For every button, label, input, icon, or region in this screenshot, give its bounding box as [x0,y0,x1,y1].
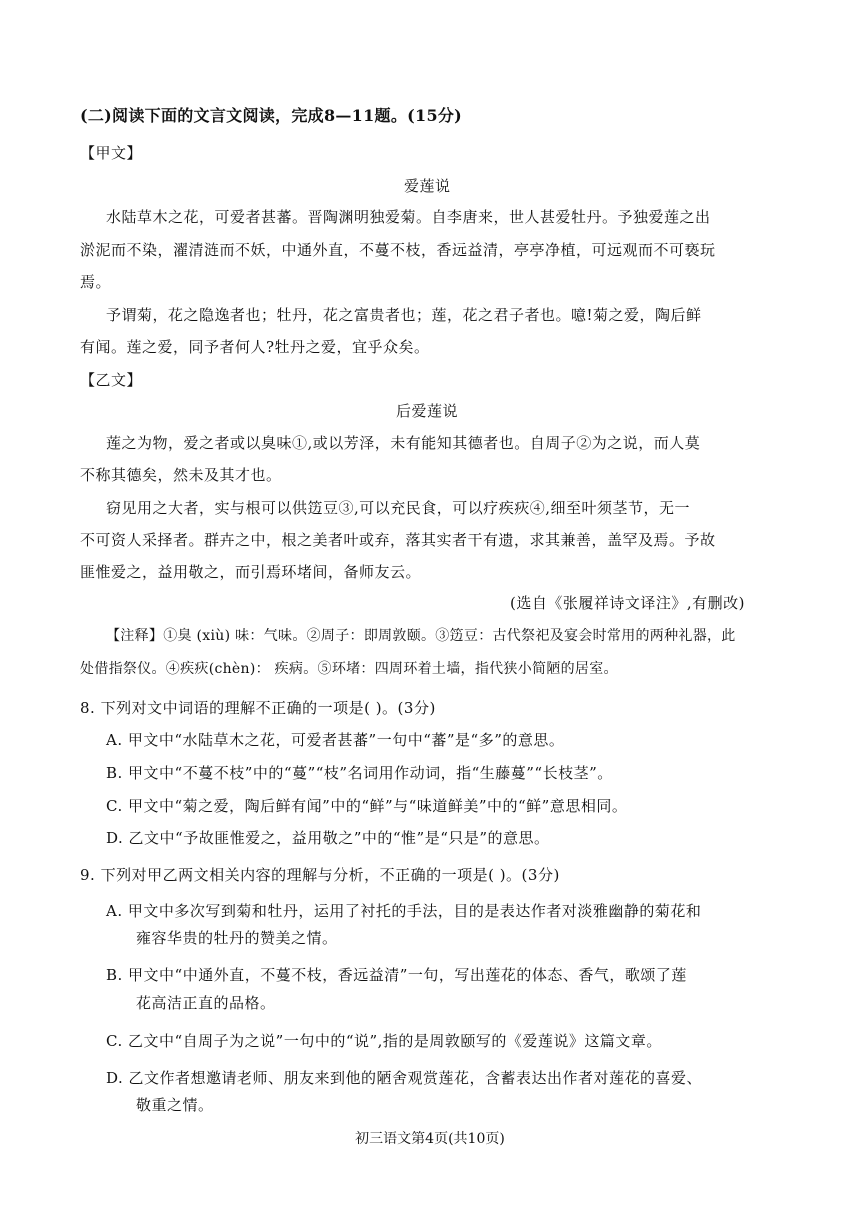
annotation-line: 处借指祭仪。④疾疢(chèn)： 疾病。⑤环堵：四周环着土墙，指代狭小简陋的居室。 [80,661,618,677]
jiawen-line: 有闻。莲之爱，同予者何人?牡丹之爱，宜乎众矣。 [80,338,430,356]
jiawen-title: 爱莲说 [404,177,451,195]
jiawen-line: 淤泥而不染，濯清涟而不妖，中通外直，不蔓不枝，香远益清，亭亭净植，可远观而不可亵玩 [80,241,716,259]
question-9-option-d-cont: 敬重之情。 [136,1096,214,1114]
question-8-option-a: A. 甲文中“水陆草木之花，可爱者甚蕃”一句中“蕃”是“多”的意思。 [106,731,565,749]
question-9-option-b-cont: 花高洁正直的品格。 [136,994,276,1012]
yiwen-label: 【乙文】 [80,371,143,389]
question-8-option-d: D. 乙文中“予故匪惟爱之，益用敬之”中的“惟”是“只是”的意思。 [106,829,550,847]
yiwen-line: 不可资人采择者。群卉之中，根之美者叶或弃，落其实者干有遗，求其兼善，盖罕及焉。予故 [80,531,716,549]
jiawen-line: 水陆草木之花，可爱者甚蕃。晋陶渊明独爱菊。自李唐来，世人甚爱牡丹。予独爱莲之出 [106,208,711,226]
question-9-stem: 9. 下列对甲乙两文相关内容的理解与分析，不正确的一项是( )。(3分) [80,866,560,884]
question-8-option-c: C. 甲文中“菊之爱，陶后鲜有闻”中的“鲜”与“味道鲜美”中的“鲜”意思相同。 [106,797,628,815]
yiwen-source: (选自《张履祥诗文译注》,有删改) [510,594,745,612]
jiawen-line: 焉。 [80,273,112,291]
yiwen-line: 不称其德矣，然未及其才也。 [80,466,282,484]
question-9-option-d: D. 乙文作者想邀请老师、朋友来到他的陋舍观赏莲花，含蓄表达出作者对莲花的喜爱、 [106,1069,703,1087]
jiawen-line: 予谓菊，花之隐逸者也；牡丹，花之富贵者也；莲，花之君子者也。噫!菊之爱，陶后鲜 [106,306,702,324]
question-9-option-a: A. 甲文中多次写到菊和牡丹，运用了衬托的手法，目的是表达作者对淡雅幽静的菊花和 [106,902,702,920]
question-8-stem: 8. 下列对文中词语的理解不正确的一项是( )。(3分) [80,699,436,717]
yiwen-line: 窃见用之大者，实与根可以供笾豆③,可以充民食，可以疗疾疢④,细至叶须茎节，无一 [106,499,691,517]
jiawen-label: 【甲文】 [80,144,143,162]
page-footer: 初三语文第4页(共10页) [355,1131,505,1147]
yiwen-line: 莲之为物，爱之者或以臭味①,或以芳泽，未有能知其德者也。自周子②为之说，而人莫 [106,434,701,452]
yiwen-title: 后爱莲说 [396,402,459,420]
question-9-option-a-cont: 雍容华贵的牡丹的赞美之情。 [136,929,338,947]
section-heading: (二)阅读下面的文言文阅读，完成8—11题。(15分) [80,106,463,125]
question-8-option-b: B. 甲文中“不蔓不枝”中的“蔓”“枝”名词用作动词，指“生藤蔓”“长枝茎”。 [106,764,613,782]
question-9-option-b: B. 甲文中“中通外直，不蔓不枝，香远益清”一句，写出莲花的体态、香气，歌颂了莲 [106,966,687,984]
question-9-option-c: C. 乙文中“自周子为之说”一句中的“说”,指的是周敦颐写的《爱莲说》这篇文章。 [106,1032,662,1050]
yiwen-line: 匪惟爱之，益用敬之，而引焉环堵间，备师友云。 [80,563,422,581]
annotation-line: 【注释】①臭 (xiù) 味：气味。②周子：即周敦颐。③笾豆：古代祭祀及宴会时常用的两种礼器，此 [106,628,736,644]
